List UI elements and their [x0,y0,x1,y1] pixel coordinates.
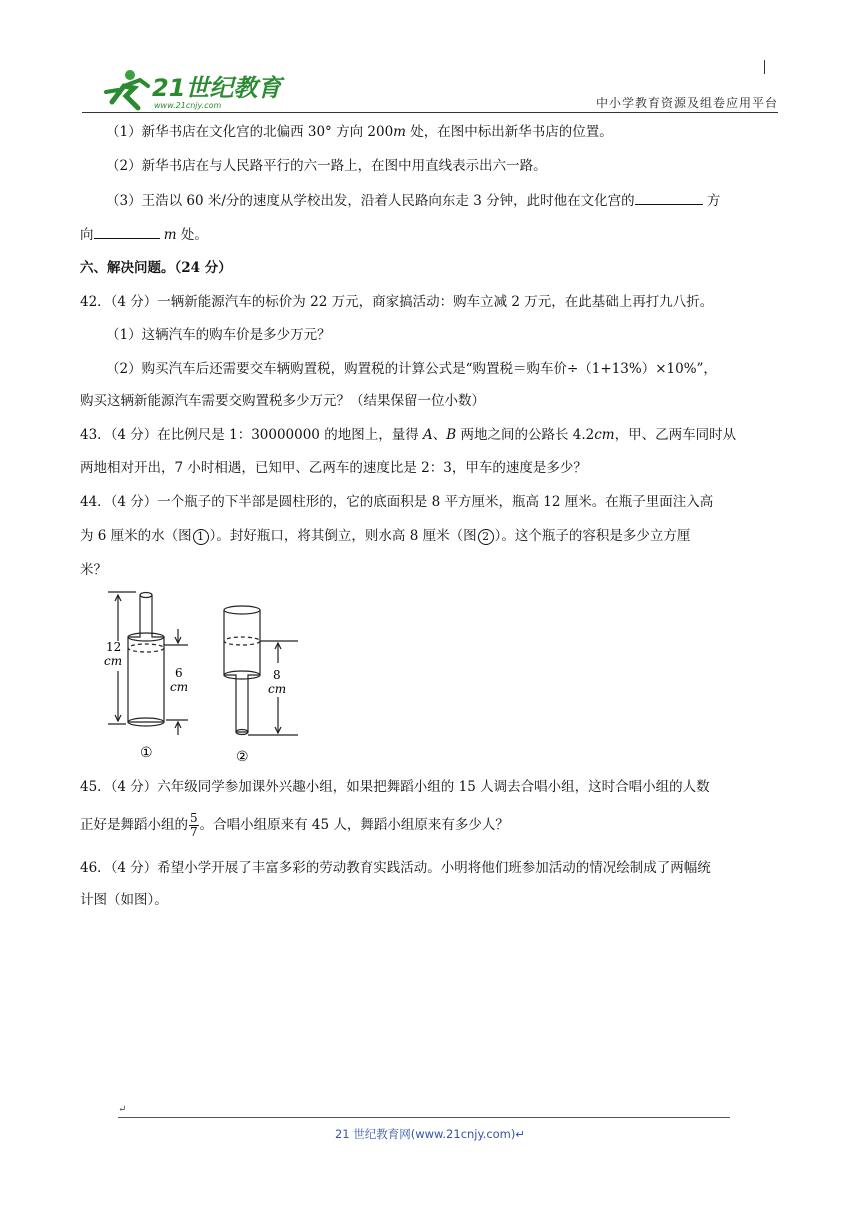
q42-stem: 42．（4 分）一辆新能源汽车的标价为 22 万元，商家搞活动：购车立减 2 万元，在此基础上再打九八折。 [80,294,714,310]
footer-link[interactable]: 21 世纪教育网(www.21cnjy.com)↵ [334,1127,526,1141]
logo-text: 21世纪教育 [152,74,282,102]
prev-q3-unit: m [163,227,177,243]
q43-line1 [80,425,736,445]
header-tick-mark [764,60,765,74]
q44-line2-c: ）。这个瓶子的容积是多少立方厘 [494,528,691,544]
platform-name: 中小学教育资源及组卷应用平台 [595,96,778,110]
bottle-2 [224,606,260,735]
label-6: 6 [175,666,183,680]
prev-q3 [106,190,720,211]
q45-line1: 45．（4 分）六年级同学参加课外兴趣小组，如果把舞蹈小组的 15 人调去合唱小组，这时合唱小组的人数 [80,779,710,795]
q44-line3: 米？ [80,562,107,578]
logo-21cnjy [104,66,304,112]
header-divider [82,112,778,113]
fraction-numerator: 5 [190,811,198,825]
answer-blank-2[interactable] [94,224,160,239]
bottle-1 [128,593,164,727]
prev-q3-line2 [80,224,208,245]
prev-q1-unit: m [393,124,406,140]
prev-q1-tail: 处，在图中标出新华书店的位置。 [405,124,613,140]
q44-line2-a: 为 6 厘米的水（图 [80,528,192,544]
q45-line2 [80,812,509,839]
label-8-unit: cm [268,682,287,696]
prev-q3-line2-a: 向 [80,227,94,243]
footer-divider [118,1117,730,1118]
figure-ref-1: 1 [193,529,209,545]
label-12-unit: cm [104,654,123,668]
prev-q3-line2-b: 处。 [176,227,208,243]
figure-ref-2: 2 [478,529,494,545]
prev-q1 [106,122,613,142]
q43-line1-a: 43．（4 分）在比例尺是 1：30000000 的地图上，量得 [80,427,423,443]
runner-icon [106,70,148,108]
q46-line1: 46．（4 分）希望小学开展了丰富多彩的劳动教育实践活动。小明将他们班参加活动的情况绘制成了两幅统 [80,860,711,876]
bottle-figure [96,585,316,765]
figure-label-2: ② [236,749,249,765]
q46-line2: 计图（如图）。 [80,892,168,908]
fraction-5-7 [189,812,199,839]
answer-blank-1[interactable] [635,190,703,205]
logo-url: www.21cnjy.com [154,101,222,110]
q43-line1-b: 两地之间的公路长 4.2 [456,427,595,443]
q43-sep: 、 [432,427,447,443]
prev-q1-text: （1）新华书店在文化宫的北偏西 30° 方向 200 [106,124,394,140]
prev-q2: （2）新华书店在与人民路平行的六一路上，在图中用直线表示出六一路。 [106,158,547,174]
prev-q3-text: （3）王浩以 60 米/分的速度从学校出发，沿着人民路向东走 3 分钟，此时他在文化宫的 [106,193,635,209]
q44-line2 [80,526,690,546]
figure-label-1: ① [140,745,153,761]
q45-line2-a: 正好是舞蹈小组的 [80,817,188,833]
q43-point-a: A [422,427,433,443]
label-6-unit: cm [170,680,189,694]
q43-point-b: B [446,427,457,443]
section-title: 六、解决问题。（24 分） [80,260,232,276]
q43-unit: cm [594,427,615,443]
footer-mark: ↵ [118,1104,127,1115]
q44-line2-b: ）。封好瓶口，将其倒立，则水高 8 厘米（图 [209,528,477,544]
label-8: 8 [273,668,281,682]
q43-line1-c: ，甲、乙两车同时从 [614,427,737,443]
q44-line1: 44．（4 分）一个瓶子的下半部是圆柱形的，它的底面积是 8 平方厘米，瓶高 12 厘米。在瓶子里面注入高 [80,494,714,510]
q42-sub2: （2）购买汽车后还需要交车辆购置税，购置税的计算公式是“购置税＝购车价÷（1+13%）×10%”， [106,361,717,377]
fraction-denominator: 7 [190,825,198,839]
q45-line2-b: 。合唱小组原来有 45 人，舞蹈小组原来有多少人？ [199,817,509,833]
q43-line2: 两地相对开出，7 小时相遇，已知甲、乙两车的速度比是 2：3，甲车的速度是多少？ [80,460,587,476]
label-12: 12 [106,640,122,654]
q42-sub1: （1）这辆汽车的购车价是多少万元？ [106,327,331,343]
prev-q3-tail: 方 [702,193,721,209]
q42-sub2-cont: 购买这辆新能源汽车需要交购置税多少万元？（结果保留一位小数） [80,393,485,409]
